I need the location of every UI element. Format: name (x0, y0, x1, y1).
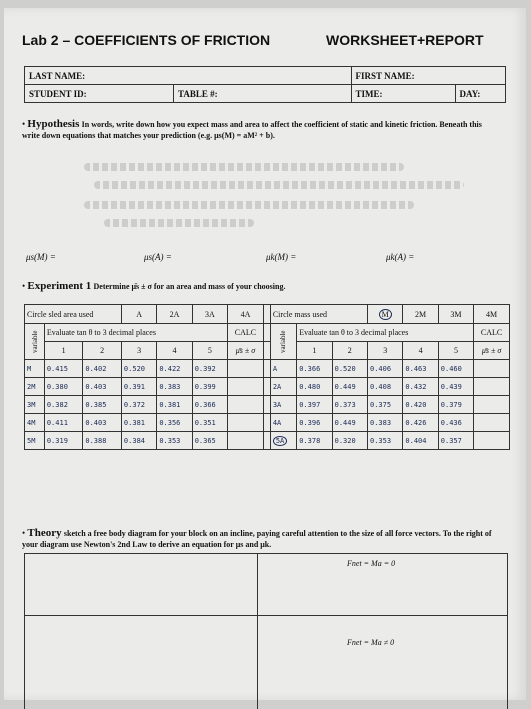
right-value-cell[interactable]: 0.449 (332, 414, 367, 432)
left-value-cell[interactable]: 0.383 (157, 378, 192, 396)
right-row-label: 3A (270, 396, 296, 414)
right-variable-label: variable (270, 324, 296, 360)
right-value-cell[interactable]: 0.379 (438, 396, 473, 414)
static-equation: Fnet = Ma = 0 (347, 559, 396, 568)
right-value-cell[interactable]: 0.406 (368, 360, 403, 378)
experiment-section: • Experiment 1 Determine μ̄s ± σ for an area and mass of your choosing. (22, 280, 286, 292)
left-row-label: 2M (25, 378, 45, 396)
hypothesis-section: • Hypothesis In words, write down how you expect mass and area to affect the coefficient of static and kinetic friction. Beneath this write down equations that matches your prediction (e.g. μs(M) = aM² + b). (22, 118, 482, 140)
faded-writing (104, 219, 254, 227)
left-value-cell[interactable]: 0.402 (83, 360, 122, 378)
left-row-label: 4M (25, 414, 45, 432)
right-value-cell[interactable]: 0.404 (403, 432, 438, 450)
left-value-cell[interactable]: 0.403 (83, 414, 122, 432)
left-value-cell[interactable]: 0.391 (121, 378, 156, 396)
left-value-cell[interactable]: 0.381 (121, 414, 156, 432)
left-choice[interactable]: 2A (157, 305, 192, 324)
left-value-cell[interactable]: 0.380 (44, 378, 83, 396)
student-id-field[interactable]: STUDENT ID: (25, 85, 174, 103)
theory-title: Theory (27, 527, 62, 539)
left-value-cell[interactable]: 0.403 (83, 378, 122, 396)
left-mean-cell[interactable] (228, 378, 264, 396)
theory-box (24, 553, 508, 709)
left-instruction: Evaluate tan θ to 3 decimal places (44, 324, 227, 342)
right-value-cell[interactable]: 0.460 (438, 360, 473, 378)
eq-mu-k-mass: μk(M) = (266, 252, 297, 262)
left-value-cell[interactable]: 0.382 (44, 396, 83, 414)
left-value-cell[interactable]: 0.365 (192, 432, 227, 450)
theory-instructions: sketch a free body diagram for your block on an incline, paying careful attention to the size of all force vectors. To the right of your diagram use Newton's 2nd Law to derive an equation for μs and μk. (22, 529, 492, 549)
right-value-cell[interactable]: 0.480 (297, 378, 332, 396)
left-value-cell[interactable]: 0.415 (44, 360, 83, 378)
experiment-rows (25, 360, 510, 450)
lab-title: Lab 2 – COEFFICIENTS OF FRICTION (22, 32, 271, 48)
right-value-cell[interactable]: 0.378 (297, 432, 332, 450)
left-calc-label: CALC (228, 324, 264, 342)
table-row (25, 378, 510, 396)
left-choice[interactable]: 3A (192, 305, 227, 324)
right-value-cell[interactable]: 0.366 (297, 360, 332, 378)
right-choice[interactable]: 4M (474, 305, 510, 324)
right-row-label: 4A (270, 414, 296, 432)
left-col-3: 3 (121, 342, 156, 360)
table-row (25, 396, 510, 414)
theory-section: • Theory sketch a free body diagram for your block on an incline, paying careful attention to the size of all force vectors. To the right of your diagram use Newton's 2nd Law to derive an equation for μs and μk. (22, 527, 492, 549)
right-choice-selected[interactable]: M (368, 305, 403, 324)
experiment-title: Experiment 1 (27, 280, 92, 292)
table-row (25, 360, 510, 378)
faded-writing (84, 201, 414, 209)
right-mean-header: μ̄s ± σ (474, 342, 510, 360)
left-value-cell[interactable]: 0.411 (44, 414, 83, 432)
right-instruction: Evaluate tan θ to 3 decimal places (297, 324, 474, 342)
faded-writing (84, 163, 404, 171)
left-mean-cell[interactable] (228, 414, 264, 432)
right-value-cell[interactable]: 0.420 (403, 396, 438, 414)
right-mean-cell[interactable] (474, 378, 510, 396)
right-value-cell[interactable]: 0.375 (368, 396, 403, 414)
left-col-5: 5 (192, 342, 227, 360)
right-row-label: A (270, 360, 296, 378)
right-mean-cell[interactable] (474, 432, 510, 450)
right-calc-label: CALC (474, 324, 510, 342)
left-circle-label: Circle sled area used (25, 305, 122, 324)
left-mean-cell[interactable] (228, 360, 264, 378)
eq-mu-s-mass: μs(M) = (26, 252, 56, 262)
hypothesis-instructions: In words, write down how you expect mass and area to affect the coefficient of static and kinetic friction. Beneath this write down equations that matches your prediction (e.g. μs(M) = aM² + b). (22, 120, 482, 140)
right-value-cell[interactable]: 0.396 (297, 414, 332, 432)
experiment-table (24, 304, 510, 450)
left-row-label: 3M (25, 396, 45, 414)
right-value-cell[interactable]: 0.436 (438, 414, 473, 432)
left-value-cell[interactable]: 0.381 (157, 396, 192, 414)
left-value-cell[interactable]: 0.422 (157, 360, 192, 378)
first-name-field[interactable]: FIRST NAME: (351, 67, 505, 85)
left-col-1: 1 (44, 342, 83, 360)
right-value-cell[interactable]: 0.449 (332, 378, 367, 396)
right-mean-cell[interactable] (474, 396, 510, 414)
right-value-cell[interactable]: 0.520 (332, 360, 367, 378)
worksheet-label: WORKSHEET+REPORT (326, 32, 484, 48)
left-row-label: 5M (25, 432, 45, 450)
right-value-cell[interactable]: 0.353 (368, 432, 403, 450)
circled-row-label: 5A (273, 436, 287, 446)
right-circle-label: Circle mass used (270, 305, 367, 324)
right-col-2: 2 (332, 342, 367, 360)
left-value-cell[interactable]: 0.372 (121, 396, 156, 414)
right-mean-cell[interactable] (474, 360, 510, 378)
table-number-field[interactable]: TABLE #: (174, 85, 352, 103)
left-value-cell[interactable]: 0.356 (157, 414, 192, 432)
right-value-cell[interactable]: 0.320 (332, 432, 367, 450)
right-choice[interactable]: 2M (403, 305, 438, 324)
right-mean-cell[interactable] (474, 414, 510, 432)
right-value-cell[interactable]: 0.357 (438, 432, 473, 450)
left-value-cell[interactable]: 0.385 (83, 396, 122, 414)
right-value-cell[interactable]: 0.426 (403, 414, 438, 432)
table-row (25, 432, 510, 450)
left-choice[interactable]: A (121, 305, 156, 324)
left-value-cell[interactable]: 0.384 (121, 432, 156, 450)
left-mean-header: μ̄s ± σ (228, 342, 264, 360)
right-value-cell[interactable]: 0.373 (332, 396, 367, 414)
left-mean-cell[interactable] (228, 432, 264, 450)
left-value-cell[interactable]: 0.520 (121, 360, 156, 378)
kinetic-equation: Fnet = Ma ≠ 0 (347, 638, 395, 647)
left-col-2: 2 (83, 342, 122, 360)
left-value-cell[interactable]: 0.366 (192, 396, 227, 414)
worksheet-page (4, 8, 526, 700)
right-col-5: 5 (438, 342, 473, 360)
right-row-label: 2A (270, 378, 296, 396)
right-col-4: 4 (403, 342, 438, 360)
right-col-1: 1 (297, 342, 332, 360)
left-variable-label: variable (25, 324, 45, 360)
experiment-description: Determine μ̄s ± σ for an area and mass of your choosing. (93, 282, 286, 291)
left-value-cell[interactable]: 0.388 (83, 432, 122, 450)
left-choice[interactable]: 4A (228, 305, 264, 324)
right-value-cell[interactable]: 0.432 (403, 378, 438, 396)
left-value-cell[interactable]: 0.392 (192, 360, 227, 378)
left-col-4: 4 (157, 342, 192, 360)
time-field[interactable]: TIME: (351, 85, 455, 103)
faded-writing (94, 181, 464, 189)
left-value-cell[interactable]: 0.319 (44, 432, 83, 450)
day-field[interactable]: DAY: (455, 85, 505, 103)
eq-mu-k-area: μk(A) = (386, 252, 415, 262)
right-value-cell[interactable]: 0.397 (297, 396, 332, 414)
left-row-label: M (25, 360, 45, 378)
right-value-cell[interactable]: 0.408 (368, 378, 403, 396)
table-row (25, 414, 510, 432)
student-info-table (24, 66, 506, 103)
left-value-cell[interactable]: 0.399 (192, 378, 227, 396)
right-value-cell[interactable]: 0.383 (368, 414, 403, 432)
right-value-cell[interactable]: 0.439 (438, 378, 473, 396)
right-col-3: 3 (368, 342, 403, 360)
left-value-cell[interactable]: 0.351 (192, 414, 227, 432)
right-row-label (270, 432, 296, 450)
last-name-field[interactable]: LAST NAME: (25, 67, 352, 85)
left-mean-cell[interactable] (228, 396, 264, 414)
left-value-cell[interactable]: 0.353 (157, 432, 192, 450)
right-choice[interactable]: 3M (438, 305, 473, 324)
eq-mu-s-area: μs(A) = (144, 252, 172, 262)
right-value-cell[interactable]: 0.463 (403, 360, 438, 378)
hypothesis-title: Hypothesis (27, 118, 80, 130)
